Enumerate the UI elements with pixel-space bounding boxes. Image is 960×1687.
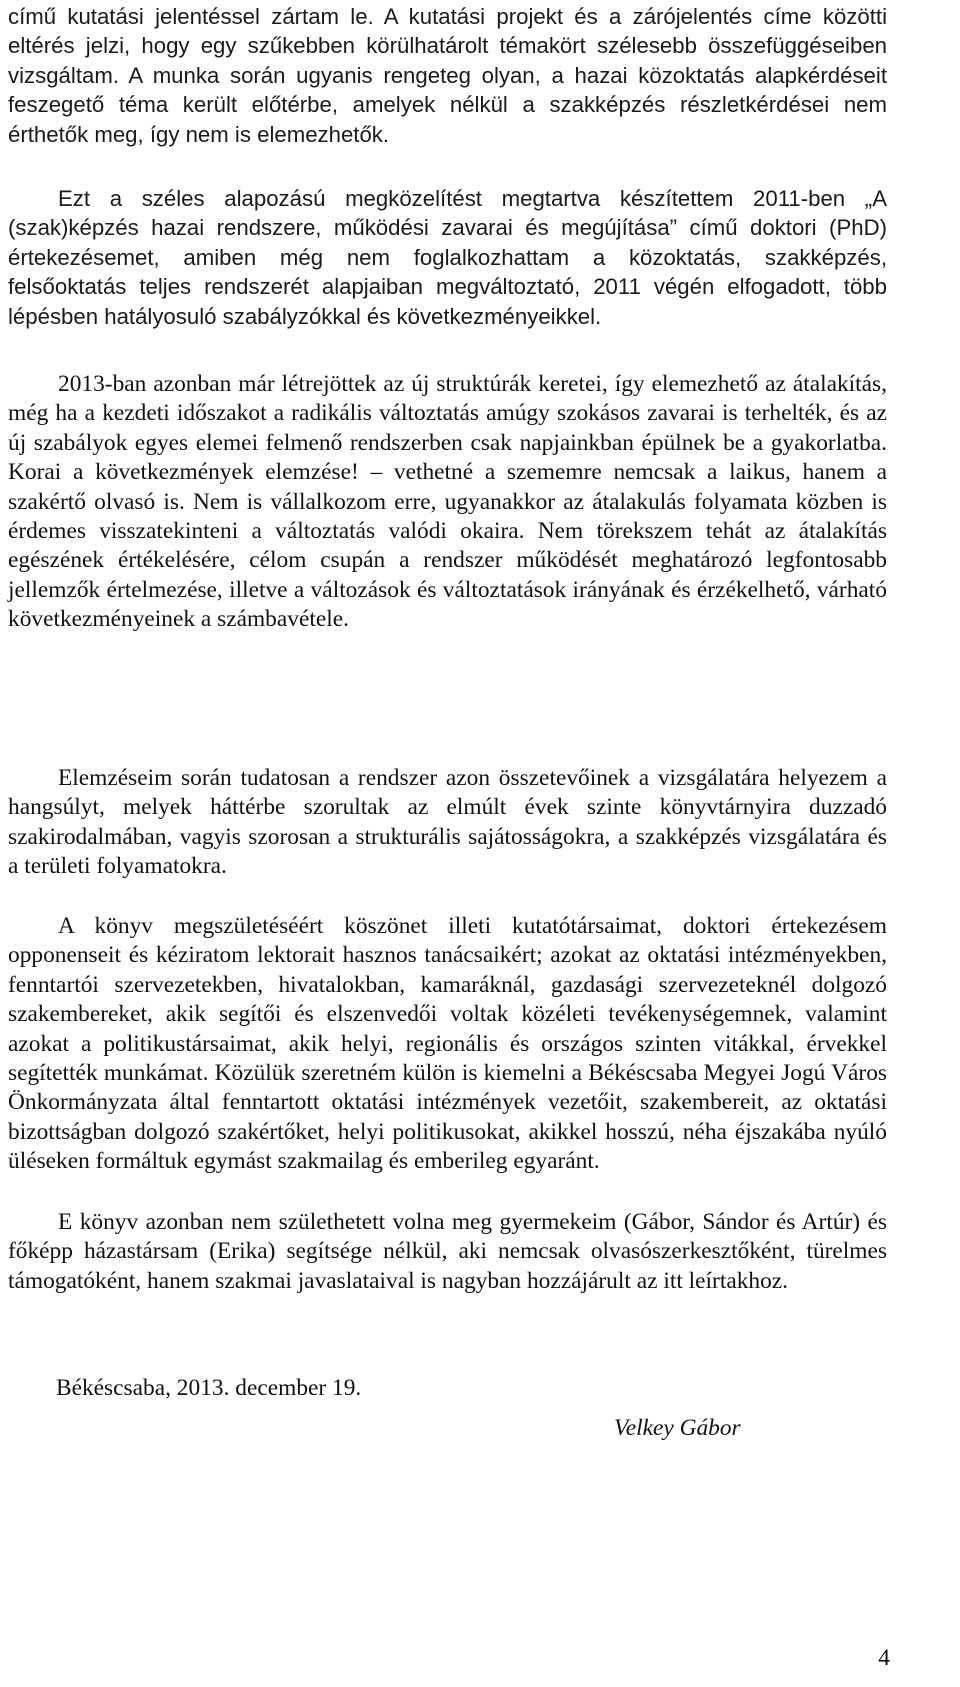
place-and-date: Békéscsaba, 2013. december 19. xyxy=(56,1375,362,1401)
paragraph-restructuring: 2013-ban azonban már létrejöttek az új struktúrák keretei, így elemezhető az átalakítás, még ha a kezdeti időszakot a radikális változtatás amúgy szokásos zavarai is terhelték, és az új szabályok egyes elemei felmenő rendszerben csak napjainkban épülnek be a gyakorlatba. Korai a következmények elemzése! – vethetné a szememre nemcsak a laikus, hanem a szakértő olvasó is. Nem is vállalkozom erre, ugyanakkor az átalakulás folyamata közben is érdemes visszatekinteni a változtatás valódi okaira. Nem törekszem tehát az átalakítás egészének értékelésére, célom csupán a rendszer működését meghatározó legfontosabb jellemzők értelmezése, illetve a változások és változtatások irányának és érzékelhető, várható következményeinek a számbavétele. xyxy=(8,371,887,633)
paragraph-dissertation: Ezt a széles alapozású megközelítést megtartva készítettem 2011-ben „A (szak)képzés hazai rendszere, működési zavarai és megújítása” című doktori (PhD) értekezésemet, amiben még nem foglalkozhattam a közoktatás, szakképzés, felsőoktatás teljes rendszerét alapjaiban megváltoztató, 2011 végén elfogadott, több lépésben hatályosuló szabályzókkal és következményeikkel. xyxy=(8,186,887,329)
paragraph-analysis-focus: Elemzéseim során tudatosan a rendszer azon összetevőinek a vizsgálatára helyezem a hangsúlyt, melyek háttérbe szorultak az elmúlt évek szinte könyvtárnyira duzzadó szakirodalmában, vagyis szorosan a strukturális sajátosságokra, a szakképzés vizsgálatára és a területi folyamatokra. xyxy=(8,765,887,880)
paragraph-acknowledgements: A könyv megszületéséért köszönet illeti kutatótársaimat, doktori értekezésem opponenseit és kéziratom lektorait hasznos tanácsaikért; azokat az oktatási intézményekben, fenntartói szervezetekben, hivatalokban, kamaráknál, gazdasági szervezeteknél dolgozó szakembereket, akik segítői és elszenvedői voltak közéleti tevékenységemnek, valamint azokat a politikustársaimat, akik helyi, regionális és országos szinten vitákkal, érvekkel segítették munkámat. Közülük szeretném külön is kiemelni a Békéscsaba Megyei Jogú Város Önkormányzata által fenntartott oktatási intézmények vezetőit, szakembereit, az oktatási bizottságban dolgozó szakértőket, helyi politikusokat, akikkel hosszú, néha éjszakába nyúló üléseken formáltuk egymást szakmailag és emberileg egyaránt. xyxy=(8,913,887,1175)
author-signature: Velkey Gábor xyxy=(614,1415,741,1441)
page-number: 4 xyxy=(878,1645,890,1671)
paragraph-family-thanks: E könyv azonban nem születhetett volna meg gyermekeim (Gábor, Sándor és Artúr) és főképp házastársam (Erika) segítsége nélkül, aki nemcsak olvasószerkesztőként, türelmes támogatóként, hanem szakmai javaslataival is nagyban hozzájárult az itt leírtakhoz. xyxy=(8,1209,887,1294)
paragraph-opening: című kutatási jelentéssel zártam le. A kutatási projekt és a zárójelentés címe közötti eltérés jelzi, hogy egy szűkebben körülhatárolt témakört szélesebb összefüggéseiben vizsgáltam. A munka során ugyanis rengeteg olyan, a hazai közoktatás alapkérdéseit feszegető téma került előtérbe, amelyek nélkül a szakképzés részletkérdései nem érthetők meg, így nem is elemezhetők. xyxy=(8,4,887,147)
